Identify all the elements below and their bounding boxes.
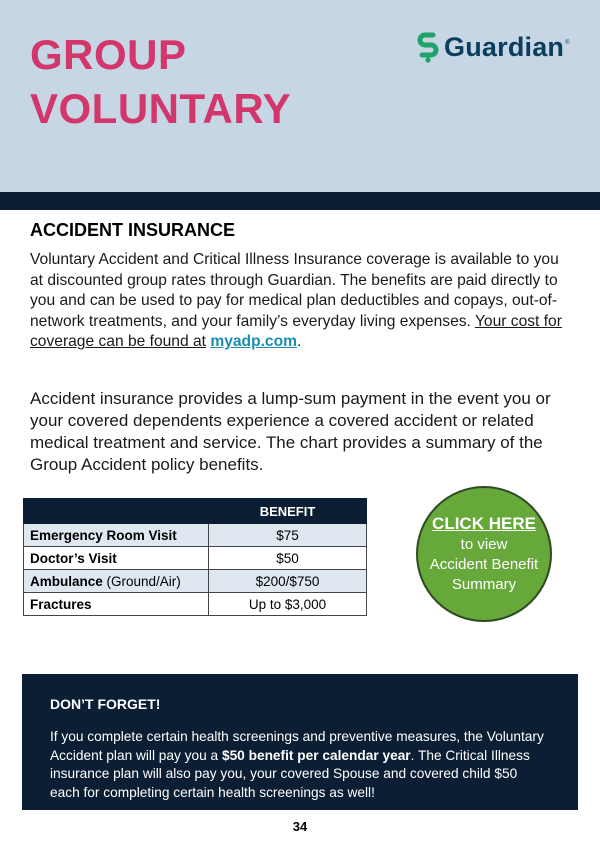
circle-line-3: Summary xyxy=(451,576,517,593)
benefit-value: $200/$750 xyxy=(209,570,367,593)
table-row xyxy=(24,524,367,547)
table-header-row xyxy=(24,499,367,524)
dont-forget-text xyxy=(50,728,550,802)
benefit-label xyxy=(24,547,209,570)
benefit-label xyxy=(24,524,209,547)
table-row xyxy=(24,570,367,593)
benefit-label-extra: (Ground/Air) xyxy=(102,573,181,589)
dont-forget-title: DON’T FORGET! xyxy=(50,696,161,712)
table-header-benefit: BENEFIT xyxy=(209,499,367,524)
logo-trademark: ® xyxy=(565,40,570,46)
section-heading: ACCIDENT INSURANCE xyxy=(30,220,236,240)
circle-line-1: to view xyxy=(460,536,508,553)
click-here-link[interactable]: CLICK HERE xyxy=(432,514,536,533)
dont-forget-box xyxy=(22,674,578,810)
myadp-link[interactable]: myadp.com xyxy=(210,333,298,350)
header-divider-bar xyxy=(0,192,600,210)
table-header-empty xyxy=(24,499,209,524)
guardian-logo-icon xyxy=(417,31,439,63)
accident-description: Accident insurance provides a lump-sum payment in the event you or your covered dependents experience a covered accident or related medical treatment and service. The chart provides a summary of the Group Accident policy benefits. xyxy=(30,389,551,474)
benefit-value: $50 xyxy=(209,547,367,570)
title-line-group: GROUP xyxy=(30,31,187,78)
intro-paragraph xyxy=(30,250,575,353)
benefit-label xyxy=(24,593,209,616)
benefit-label xyxy=(24,570,209,593)
intro-end: . xyxy=(297,333,302,350)
note-text-before: If you complete certain health screenings and preventive measures, the Voluntary Accident plan will pay you a xyxy=(50,729,544,763)
title-line-voluntary: VOLUNTARY xyxy=(30,85,292,132)
intro-text: Voluntary Accident and Critical Illness Insurance coverage is available to you at discounted group rates through Guardian. The benefits are paid directly to you and can be used to pay for medical plan deductibles and copays, out-of-network treatments, and your family’s everyday living expenses. xyxy=(30,251,559,330)
table-row xyxy=(24,547,367,570)
benefit-label-text: Fractures xyxy=(30,596,92,612)
page-number: 34 xyxy=(292,819,308,834)
benefits-table xyxy=(23,498,367,616)
note-text-bold: $50 benefit per calendar year xyxy=(221,747,411,763)
page-header xyxy=(0,0,600,192)
accident-summary-button[interactable] xyxy=(416,486,552,622)
note-text-after: . The Critical Illness insurance plan will also pay you, your covered Spouse and covered child $50 each for completing certain health screenings as well! xyxy=(50,747,530,800)
benefit-value: Up to $3,000 xyxy=(209,593,367,616)
guardian-logo xyxy=(417,30,570,64)
cost-link[interactable]: Your cost for coverage can be found at xyxy=(30,312,562,350)
table-row xyxy=(24,593,367,616)
benefit-label-text: Doctor’s Visit xyxy=(30,550,117,566)
page-title xyxy=(30,28,291,136)
benefit-label-text: Ambulance xyxy=(30,573,103,589)
benefit-value: $75 xyxy=(209,524,367,547)
benefit-label-text: Emergency Room Visit xyxy=(30,527,177,543)
guardian-logo-text: Guardian xyxy=(444,31,565,62)
circle-line-2: Accident Benefit xyxy=(429,556,539,573)
